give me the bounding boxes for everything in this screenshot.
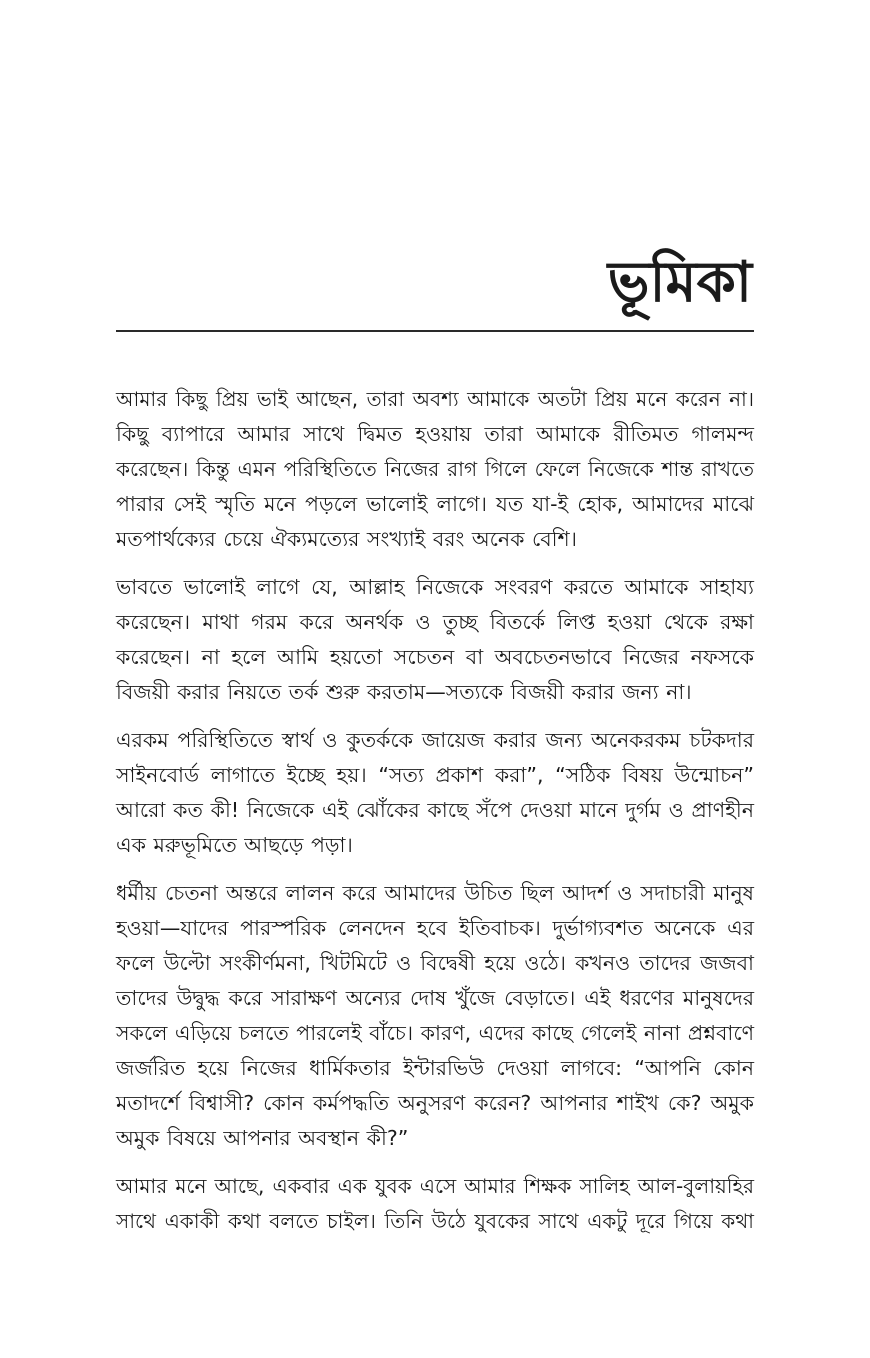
- paragraph-2: [116, 570, 754, 710]
- text-line: অমুক বিষয়ে আপনার অবস্থান কী?”: [116, 1126, 409, 1150]
- text-line: সাথে একাকী কথা বলতে চাইল। তিনি উঠে যুবকের সাথে একটু দূরে গিয়ে কথা: [116, 1209, 754, 1233]
- text-line: এক মরুভূমিতে আছড়ে পড়া।: [116, 833, 353, 857]
- text-line: মতপার্থক্যের চেয়ে ঐক্যমত্যের সংখ্যাই বরং অনেক বেশি।: [116, 527, 577, 551]
- text-line: কিছু ব্যাপারে আমার সাথে দ্বিমত হওয়ায় তারা আমাকে রীতিমত গালমন্দ: [116, 422, 754, 446]
- text-line: ভাবতে ভালোই লাগে যে, আল্লাহ নিজেকে সংবরণ করতে আমাকে সাহায্য: [116, 575, 754, 599]
- text-line: ধর্মীয় চেতনা অন্তরে লালন করে আমাদের উচিত ছিল আদর্শ ও সদাচারী মানুষ: [116, 881, 754, 905]
- text-line: করেছেন। কিন্তু এমন পরিস্থিতিতে নিজের রাগ গিলে ফেলে নিজেকে শান্ত রাখতে: [116, 457, 754, 481]
- text-line: আমার কিছু প্রিয় ভাই আছেন, তারা অবশ্য আমাকে অতটা প্রিয় মনে করেন না।: [116, 387, 754, 411]
- text-line: তাদের উদ্বুদ্ধ করে সারাক্ষণ অন্যের দোষ খুঁজে বেড়াতে। এই ধরণের মানুষদের: [116, 986, 754, 1010]
- text-line: পারার সেই স্মৃতি মনে পড়লে ভালোই লাগে। যত যা-ই হোক, আমাদের মাঝে: [116, 492, 754, 516]
- text-line: আরো কত কী! নিজেকে এই ঝোঁকের কাছে সঁপে দেওয়া মানে দুর্গম ও প্রাণহীন: [116, 798, 754, 822]
- text-line: করেছেন। মাথা গরম করে অনর্থক ও তুচ্ছ বিতর্কে লিপ্ত হওয়া থেকে রক্ষা: [116, 610, 754, 634]
- paragraph-4: [116, 876, 754, 1156]
- text-line: আমার মনে আছে, একবার এক যুবক এসে আমার শিক্ষক সালিহ আল-বুলায়হির: [116, 1174, 755, 1198]
- chapter-title: ভূমিকা: [607, 250, 752, 315]
- paragraph-1: [116, 382, 754, 557]
- text-line: এরকম পরিস্থিতিতে স্বার্থ ও কুতর্ককে জায়েজ করার জন্য অনেকরকম চটকদার: [116, 728, 754, 752]
- text-line: করেছেন। না হলে আমি হয়তো সচেতন বা অবচেতনভাবে নিজের নফসকে: [116, 645, 754, 669]
- text-line: জর্জরিত হয়ে নিজের ধার্মিকতার ইন্টারভিউ দেওয়া লাগবে: “আপনি কোন: [116, 1056, 754, 1080]
- body-text: [116, 382, 754, 1252]
- text-line: মতাদর্শে বিশ্বাসী? কোন কর্মপদ্ধতি অনুসরণ করেন? আপনার শাইখ কে? অমুক: [116, 1091, 754, 1115]
- text-line: বিজয়ী করার নিয়তে তর্ক শুরু করতাম—সত্যকে বিজয়ী করার জন্য না।: [116, 680, 692, 704]
- title-divider: [116, 330, 754, 332]
- text-line: সাইনবোর্ড লাগাতে ইচ্ছে হয়। “সত্য প্রকাশ করা”, “সঠিক বিষয় উন্মোচন”: [116, 763, 754, 787]
- text-line: হওয়া—যাদের পারস্পরিক লেনদেন হবে ইতিবাচক। দুর্ভাগ্যবশত অনেকে এর: [116, 916, 754, 940]
- text-line: সকলে এড়িয়ে চলতে পারলেই বাঁচে। কারণ, এদের কাছে গেলেই নানা প্রশ্নবাণে: [116, 1021, 755, 1045]
- paragraph-3: [116, 723, 754, 863]
- paragraph-5: [116, 1169, 754, 1239]
- text-line: ফলে উল্টো সংকীর্ণমনা, খিটমিটে ও বিদ্বেষী হয়ে ওঠে। কখনও তাদের জজবা: [116, 951, 754, 975]
